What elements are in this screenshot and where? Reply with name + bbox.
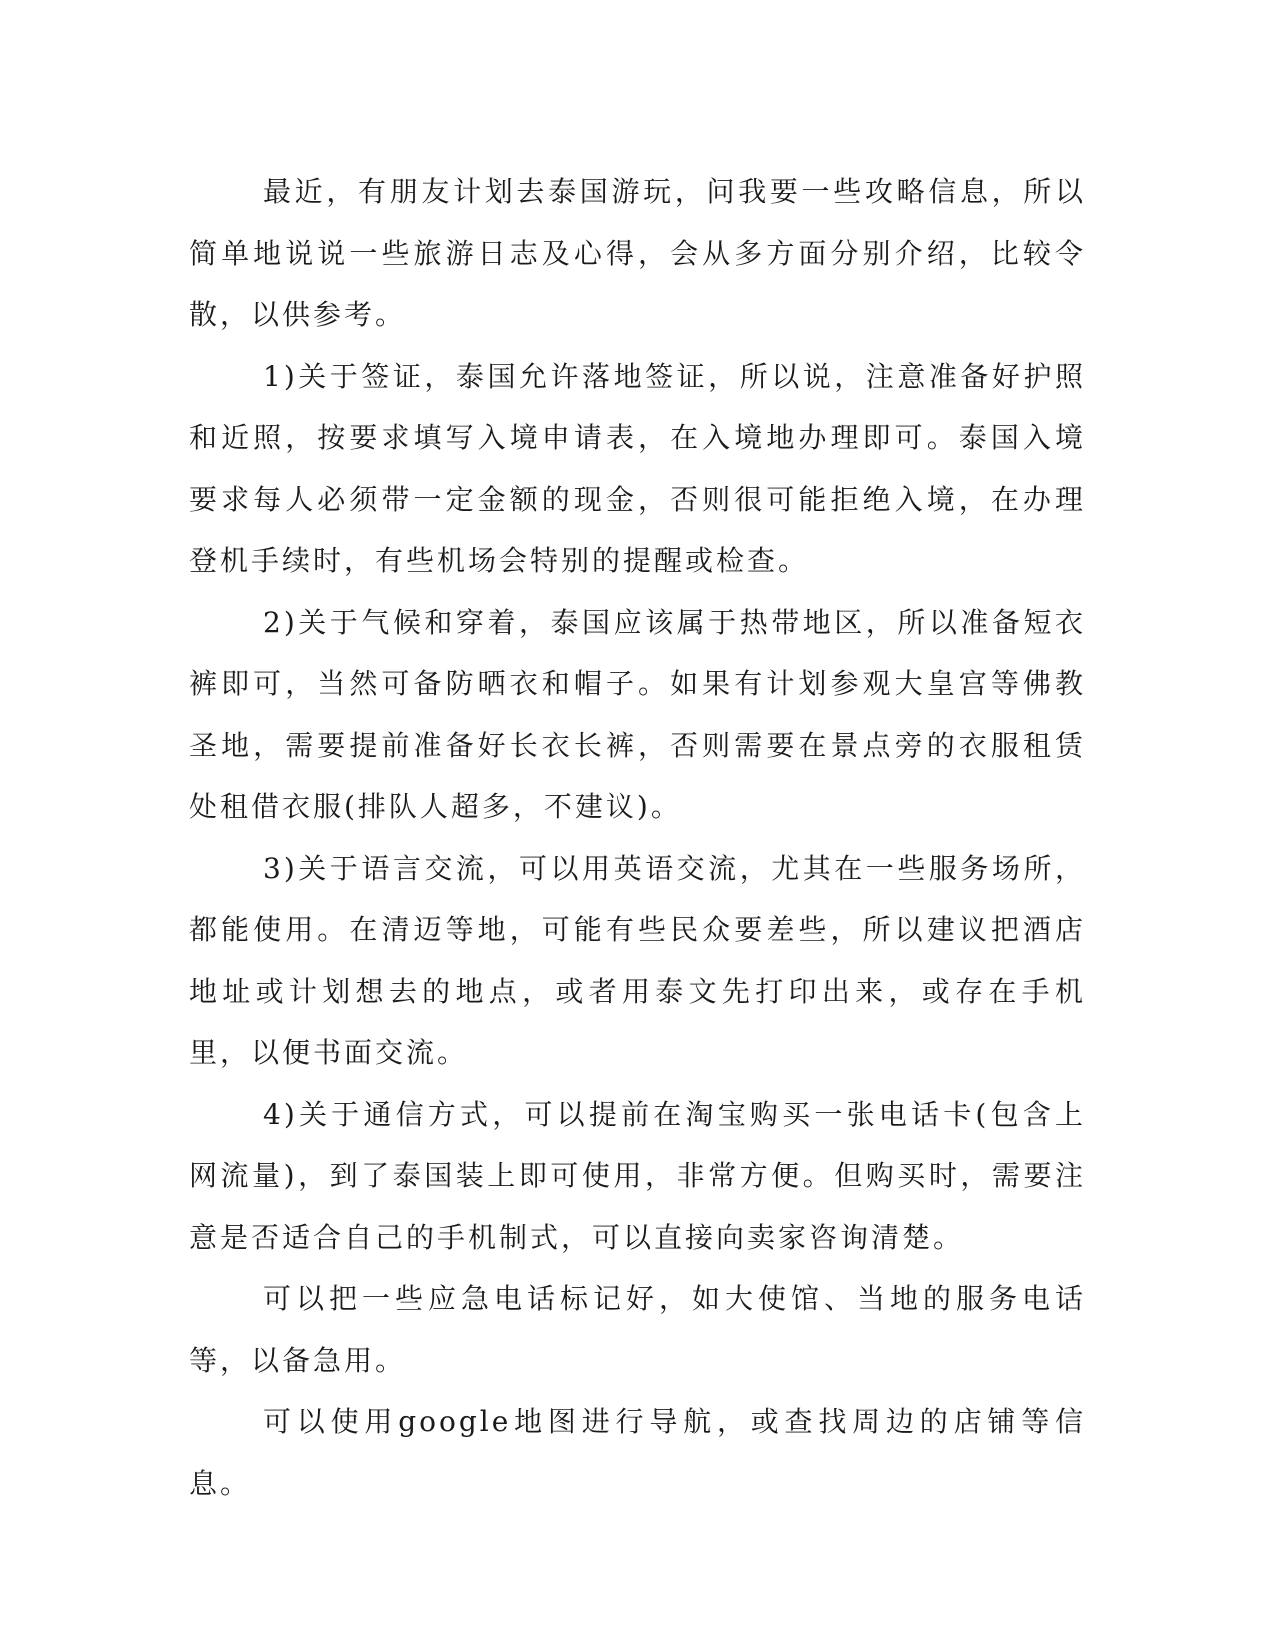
document-body	[189, 161, 1086, 1514]
paragraph-communication: 4)关于通信方式，可以提前在淘宝购买一张电话卡(包含上网流量)，到了泰国装上即可使用，非常方便。但购买时，需要注意是否适合自己的手机制式，可以直接向卖家咨询清楚。	[189, 1097, 1086, 1254]
paragraph-emergency: 可以把一些应急电话标记好，如大使馆、当地的服务电话等，以备急用。	[189, 1282, 1086, 1377]
paragraph-climate: 2)关于气候和穿着，泰国应该属于热带地区，所以准备短衣裤即可，当然可备防晒衣和帽子。如果有计划参观大皇宫等佛教圣地，需要提前准备好长衣长裤，否则需要在景点旁的衣服租赁处租借衣服(排队人超多，不建议)。	[189, 605, 1086, 823]
paragraph-language: 3)关于语言交流，可以用英语交流，尤其在一些服务场所，都能使用。在清迈等地，可能有些民众要差些，所以建议把酒店地址或计划想去的地点，或者用泰文先打印出来，或存在手机里，以便书面交流。	[189, 851, 1086, 1069]
paragraph-visa: 1)关于签证，泰国允许落地签证，所以说，注意准备好护照和近照，按要求填写入境申请表，在入境地办理即可。泰国入境要求每人必须带一定金额的现金，否则很可能拒绝入境，在办理登机手续时，有些机场会特别的提醒或检查。	[189, 359, 1086, 577]
paragraph-intro: 最近，有朋友计划去泰国游玩，问我要一些攻略信息，所以简单地说说一些旅游日志及心得，会从多方面分别介绍，比较令散，以供参考。	[189, 175, 1086, 331]
paragraph-navigation: 可以使用google地图进行导航，或查找周边的店铺等信息。	[189, 1405, 1086, 1500]
